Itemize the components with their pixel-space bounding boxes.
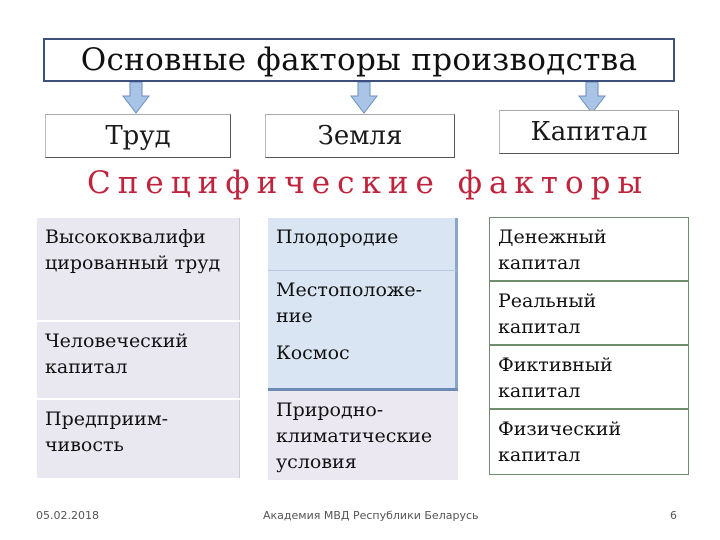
labor-factor: Высококвалифи цированный труд: [37, 218, 240, 320]
labor-factor: Предприим- чивость: [37, 400, 240, 478]
land-factor: Местоположе- ние: [268, 270, 458, 334]
land-factor: Плодородие: [268, 218, 458, 270]
header-labor: Труд: [45, 114, 231, 158]
footer-date: 05.02.2018: [36, 509, 99, 522]
page-number: 6: [670, 509, 677, 522]
footer-organization: Академия МВД Республики Беларусь: [263, 509, 479, 522]
capital-factor: Фиктивный капитал: [489, 345, 689, 409]
labor-factor: Человеческий капитал: [37, 322, 240, 398]
down-arrow-icon: [122, 82, 150, 114]
header-capital: Капитал: [499, 110, 679, 154]
header-land: Земля: [265, 114, 455, 158]
land-factor: Природно- климатические условия: [268, 388, 458, 480]
land-factor: Космос: [268, 334, 458, 388]
capital-factor: Денежный капитал: [489, 217, 689, 281]
down-arrow-icon: [350, 82, 378, 114]
main-title: Основные факторы производства: [43, 38, 675, 82]
specific-factors-title: Специфические факторы: [87, 165, 650, 201]
capital-factor: Реальный капитал: [489, 281, 689, 345]
capital-factor: Физический капитал: [489, 409, 689, 475]
